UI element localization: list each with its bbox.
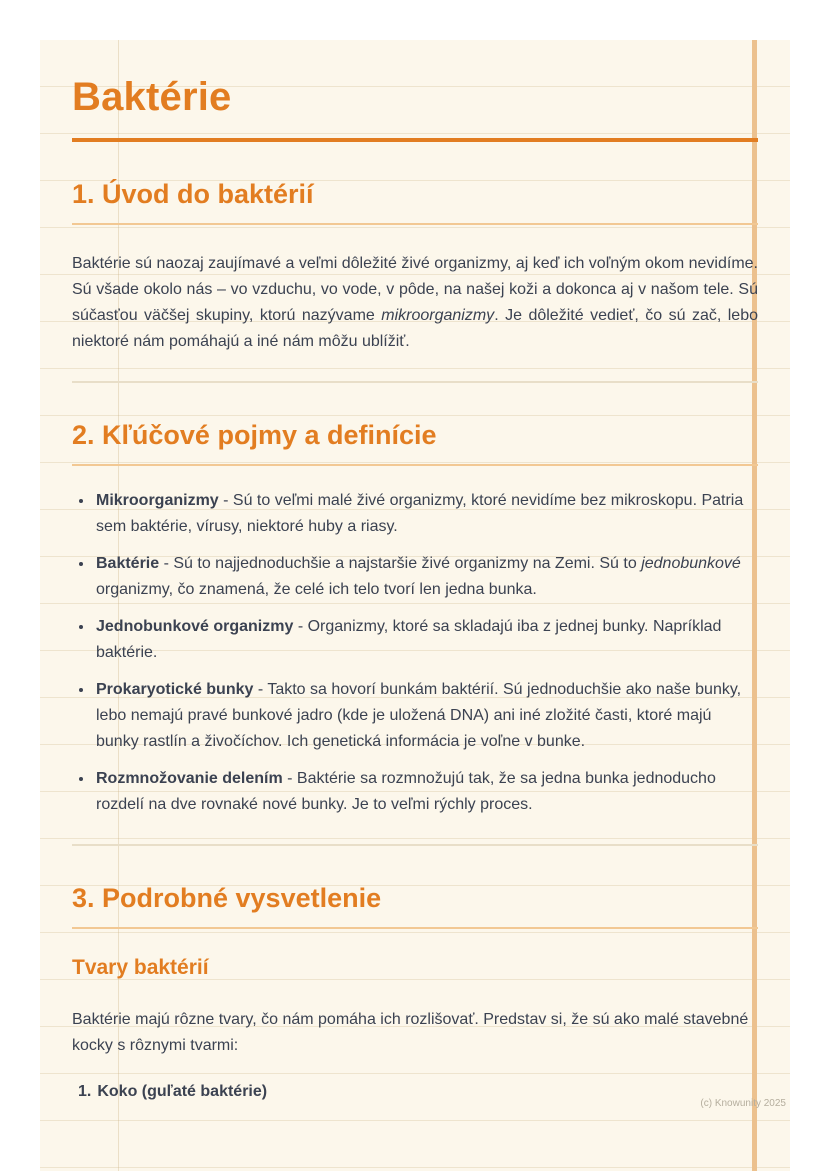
- document-title: Baktérie: [72, 75, 232, 119]
- section-divider-2: [72, 844, 758, 846]
- item-label: Koko (guľaté baktérie): [97, 1083, 268, 1100]
- list-item: [94, 551, 758, 603]
- term-name: Jednobunkové organizmy: [96, 618, 294, 635]
- section-details: [72, 882, 758, 1105]
- term-italic: jednobunkové: [641, 555, 741, 572]
- copyright-notice: (c) Knowunity 2025: [700, 1098, 786, 1109]
- section-heading-1: 1. Úvod do baktérií: [72, 178, 758, 225]
- section-divider-1: [72, 381, 758, 383]
- section-key-terms: [72, 419, 758, 818]
- term-definition: - Organizmy, ktoré sa skladajú iba z jednej bunky. Napríklad baktérie.: [96, 618, 722, 661]
- intro-text-2: . Je dôležité vedieť, čo sú zač, lebo niektoré nám pomáhajú a iné nám môžu ublížiť.: [72, 307, 759, 350]
- document-content: [40, 40, 790, 1105]
- intro-italic-term: mikroorganizmy: [381, 307, 495, 324]
- term-name: Prokaryotické bunky: [96, 681, 254, 698]
- list-item: [94, 488, 758, 540]
- key-terms-list: [72, 488, 758, 818]
- term-definition: - Sú to najjednoduchšie a najstaršie živé organizmy na Zemi. Sú to: [159, 555, 642, 572]
- term-definition: - Sú to veľmi malé živé organizmy, ktoré nevidíme bez mikroskopu. Patria sem baktérie, vírusy, niektoré huby a riasy.: [96, 492, 744, 535]
- intro-paragraph: [72, 251, 758, 355]
- term-definition-2: organizmy, čo znamená, že celé ich telo tvorí len jedna bunka.: [96, 581, 537, 598]
- shapes-paragraph: Baktérie majú rôzne tvary, čo nám pomáha ich rozlišovať. Predstav si, že sú ako malé stavebné kocky s rôznymi tvarmi:: [72, 1011, 749, 1054]
- term-definition: - Takto sa hovorí bunkám baktérií. Sú jednoduchšie ako naše bunky, lebo nemajú pravé bunkové jadro (kde je uložená DNA) ani iné zložité časti, ktoré majú bunky rastlín a živočíchov. Ich genetická informácia je voľne v bunke.: [96, 681, 742, 750]
- list-item: [94, 677, 758, 755]
- intro-text-1: Baktérie sú naozaj zaujímavé a veľmi dôležité živé organizmy, aj keď ich voľným okom nevidíme. Sú všade okolo nás – vo vzduchu, vo vode, v pôde, na našej koži a dokonca aj v našom tele. Sú súčasťou väčšej skupiny, ktorú nazývame: [72, 255, 758, 324]
- item-number: 1.: [78, 1083, 92, 1100]
- section-heading-3: 3. Podrobné vysvetlenie: [72, 882, 758, 929]
- section-intro: [72, 178, 758, 355]
- list-item: [94, 614, 758, 666]
- term-name: Baktérie: [96, 555, 160, 572]
- term-name: Mikroorganizmy: [96, 492, 219, 509]
- term-name: Rozmnožovanie delením: [96, 770, 283, 787]
- section-heading-2: 2. Kľúčové pojmy a definície: [72, 419, 758, 466]
- notes-page: [40, 40, 790, 1171]
- term-definition: - Baktérie sa rozmnožujú tak, že sa jedna bunka jednoducho rozdelí na dve rovnaké nové bunky. Je to veľmi rýchly proces.: [96, 770, 716, 813]
- list-item: [94, 766, 758, 818]
- title-rule: [72, 138, 758, 142]
- subsection-heading-shapes: Tvary baktérií: [72, 956, 209, 979]
- numbered-list-item: [72, 1079, 758, 1105]
